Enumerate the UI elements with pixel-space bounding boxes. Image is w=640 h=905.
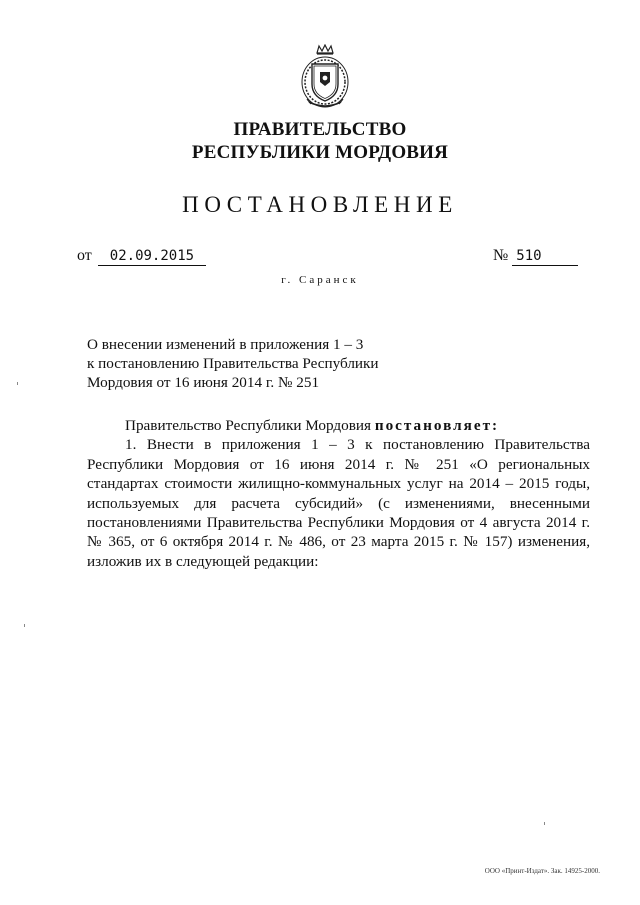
city-label: г. Саранск	[281, 274, 359, 286]
subject-line: О внесении изменений в приложения 1 – 3	[87, 336, 364, 353]
document-body	[87, 416, 590, 571]
government-title-line2: РЕСПУБЛИКИ МОРДОВИЯ	[191, 142, 449, 163]
scan-speck	[544, 822, 545, 825]
subject-block	[87, 335, 387, 392]
government-title-line1: ПРАВИТЕЛЬСТВО	[233, 119, 407, 140]
date-prefix: от	[77, 247, 92, 264]
lead-paragraph	[87, 416, 590, 435]
government-title	[0, 118, 640, 164]
date-value: 02.09.2015	[98, 247, 206, 266]
printer-note: ООО «Принт-Издат». Зак. 14925-2000.	[484, 867, 600, 875]
subject-line: к постановлению Правительства Республики	[87, 355, 379, 372]
coat-of-arms-icon	[300, 44, 350, 110]
document-type: ПОСТАНОВЛЕНИЕ	[182, 192, 458, 217]
number-field	[493, 247, 578, 266]
scan-speck	[24, 624, 25, 627]
decree-verb: постановляет:	[374, 417, 500, 434]
clause-1: 1. Внести в приложения 1 – 3 к постановлению Правительства Республики Мордовия от 16 июня 2014 г. № 251 «О региональных стандартах стоимости жилищно-коммунальных услуг на 2014 – 2015 годы, используемых для расчета субсидий» (с изменениями, внесенными постановлениями Правительства Республики Мордовия от 4 августа 2014 г. № 365, от 6 октября 2014 г. № 486, от 23 марта 2015 г. № 157) изменения, изложив их в следующей редакции:	[87, 436, 590, 570]
date-field	[77, 247, 206, 266]
subject-line: Мордовия от 16 июня 2014 г. № 251	[87, 374, 320, 391]
number-value: 510	[512, 247, 578, 266]
lead-text: Правительство Республики Мордовия	[125, 417, 375, 434]
number-prefix: №	[493, 247, 509, 264]
scan-speck	[17, 382, 18, 385]
